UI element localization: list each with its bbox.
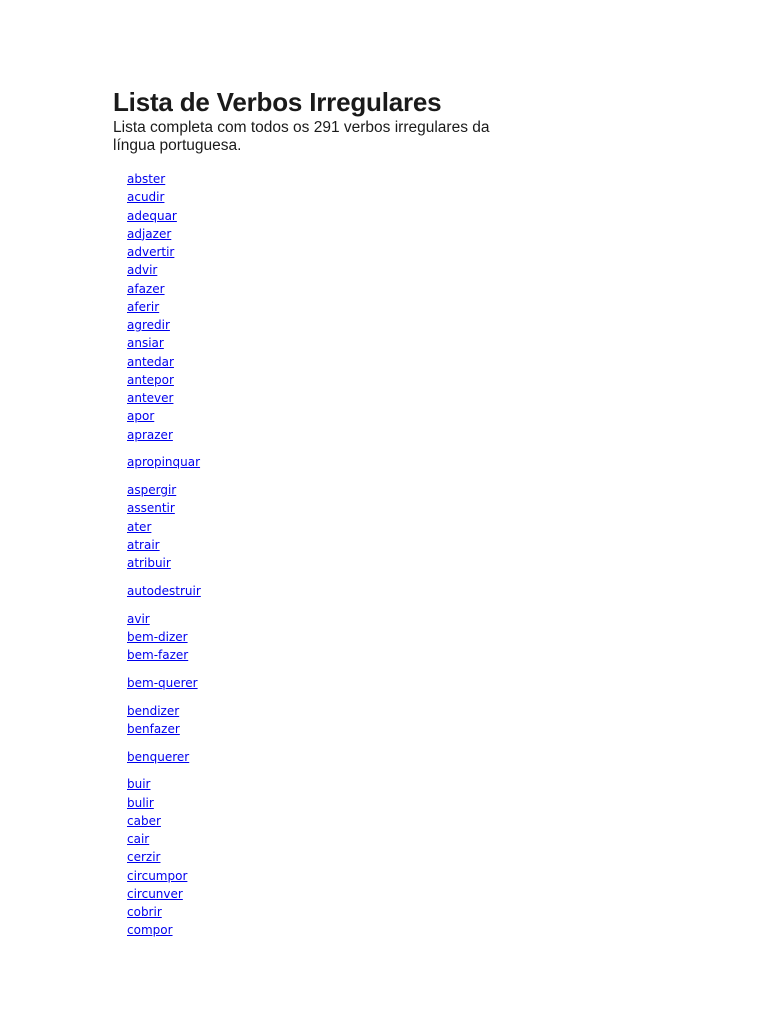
verb-link-atrair[interactable]: atrair	[127, 537, 160, 552]
verb-link-buir[interactable]: buir	[127, 777, 151, 792]
list-item	[127, 702, 179, 720]
verb-link-aspergir[interactable]: aspergir	[127, 483, 177, 497]
list-item	[127, 316, 170, 334]
verb-link-caber[interactable]: caber	[127, 813, 161, 828]
list-item	[127, 848, 160, 866]
list-item	[127, 243, 174, 261]
list-item	[127, 867, 187, 885]
verb-link-compor[interactable]: compor	[127, 923, 173, 938]
verb-link-apropinquar[interactable]: apropinquar	[127, 455, 201, 470]
list-item	[127, 170, 165, 188]
list-item	[127, 582, 201, 600]
list-item	[127, 885, 183, 903]
list-item	[127, 334, 164, 352]
document-page	[113, 86, 533, 938]
list-item	[127, 453, 200, 471]
verb-link-assentir[interactable]: assentir	[127, 501, 175, 516]
subtitle-text: Lista completa com todos os 291 verbos irregulares da língua portuguesa.	[113, 119, 490, 154]
verb-link-cobrir[interactable]: cobrir	[127, 905, 162, 919]
verb-link-circunver[interactable]: circunver	[127, 886, 183, 901]
verb-link-cerzir[interactable]: cerzir	[127, 850, 161, 865]
verb-link-aprazer[interactable]: aprazer	[127, 427, 173, 442]
list-item	[127, 280, 165, 298]
verb-link-advir[interactable]: advir	[127, 263, 158, 278]
verb-link-autodestruir[interactable]: autodestruir	[127, 583, 201, 598]
list-item	[127, 225, 171, 243]
verb-link-acudir[interactable]: acudir	[127, 190, 165, 205]
verb-link-aferir[interactable]: aferir	[127, 299, 160, 314]
list-item	[127, 628, 188, 646]
list-item	[127, 188, 164, 206]
list-item	[127, 720, 180, 738]
verb-link-cair[interactable]: cair	[127, 832, 150, 846]
verb-link-agredir[interactable]: agredir	[127, 318, 170, 332]
list-item	[127, 830, 149, 848]
list-item	[127, 518, 151, 536]
list-item	[127, 207, 177, 225]
verb-link-adjazer[interactable]: adjazer	[127, 226, 172, 241]
list-item	[127, 610, 150, 628]
verb-link-afazer[interactable]: afazer	[127, 281, 165, 296]
list-item	[127, 748, 189, 766]
verb-link-apor[interactable]: apor	[127, 409, 155, 424]
list-item	[127, 794, 154, 812]
verb-link-ater[interactable]: ater	[127, 519, 152, 534]
verb-link-bem-querer[interactable]: bem-querer	[127, 675, 198, 690]
verb-link-circumpor[interactable]: circumpor	[127, 868, 188, 883]
verb-link-bendizer[interactable]: bendizer	[127, 703, 180, 718]
list-item	[127, 646, 188, 664]
list-item	[127, 261, 157, 279]
verb-link-bulir[interactable]: bulir	[127, 795, 154, 810]
list-item	[127, 371, 174, 389]
list-item	[127, 426, 173, 444]
verb-link-ansiar[interactable]: ansiar	[127, 336, 164, 351]
verb-link-antever[interactable]: antever	[127, 391, 174, 405]
verb-link-adequar[interactable]: adequar	[127, 208, 177, 223]
verb-link-bem-dizer[interactable]: bem-dizer	[127, 629, 188, 644]
list-item	[127, 389, 173, 407]
list-item	[127, 921, 173, 939]
page-subtitle	[113, 119, 533, 155]
list-item	[127, 407, 154, 425]
list-item	[127, 536, 160, 554]
list-item	[127, 674, 198, 692]
list-item	[127, 775, 151, 793]
verb-link-benfazer[interactable]: benfazer	[127, 721, 180, 736]
list-item	[127, 812, 161, 830]
verb-link-atribuir[interactable]: atribuir	[127, 556, 171, 570]
list-item	[127, 353, 174, 371]
verb-link-antepor[interactable]: antepor	[127, 372, 174, 387]
verb-link-advertir[interactable]: advertir	[127, 245, 175, 259]
list-item	[127, 554, 171, 572]
verb-link-antedar[interactable]: antedar	[127, 354, 174, 369]
verb-link-abster[interactable]: abster	[127, 172, 166, 186]
page-title: Lista de Verbos Irregulares	[113, 87, 442, 117]
list-item	[127, 481, 176, 499]
verb-link-benquerer[interactable]: benquerer	[127, 749, 190, 764]
verb-link-bem-fazer[interactable]: bem-fazer	[127, 648, 189, 662]
list-item	[127, 499, 175, 517]
list-item	[127, 298, 159, 316]
list-item	[127, 903, 162, 921]
verb-link-avir[interactable]: avir	[127, 611, 150, 626]
